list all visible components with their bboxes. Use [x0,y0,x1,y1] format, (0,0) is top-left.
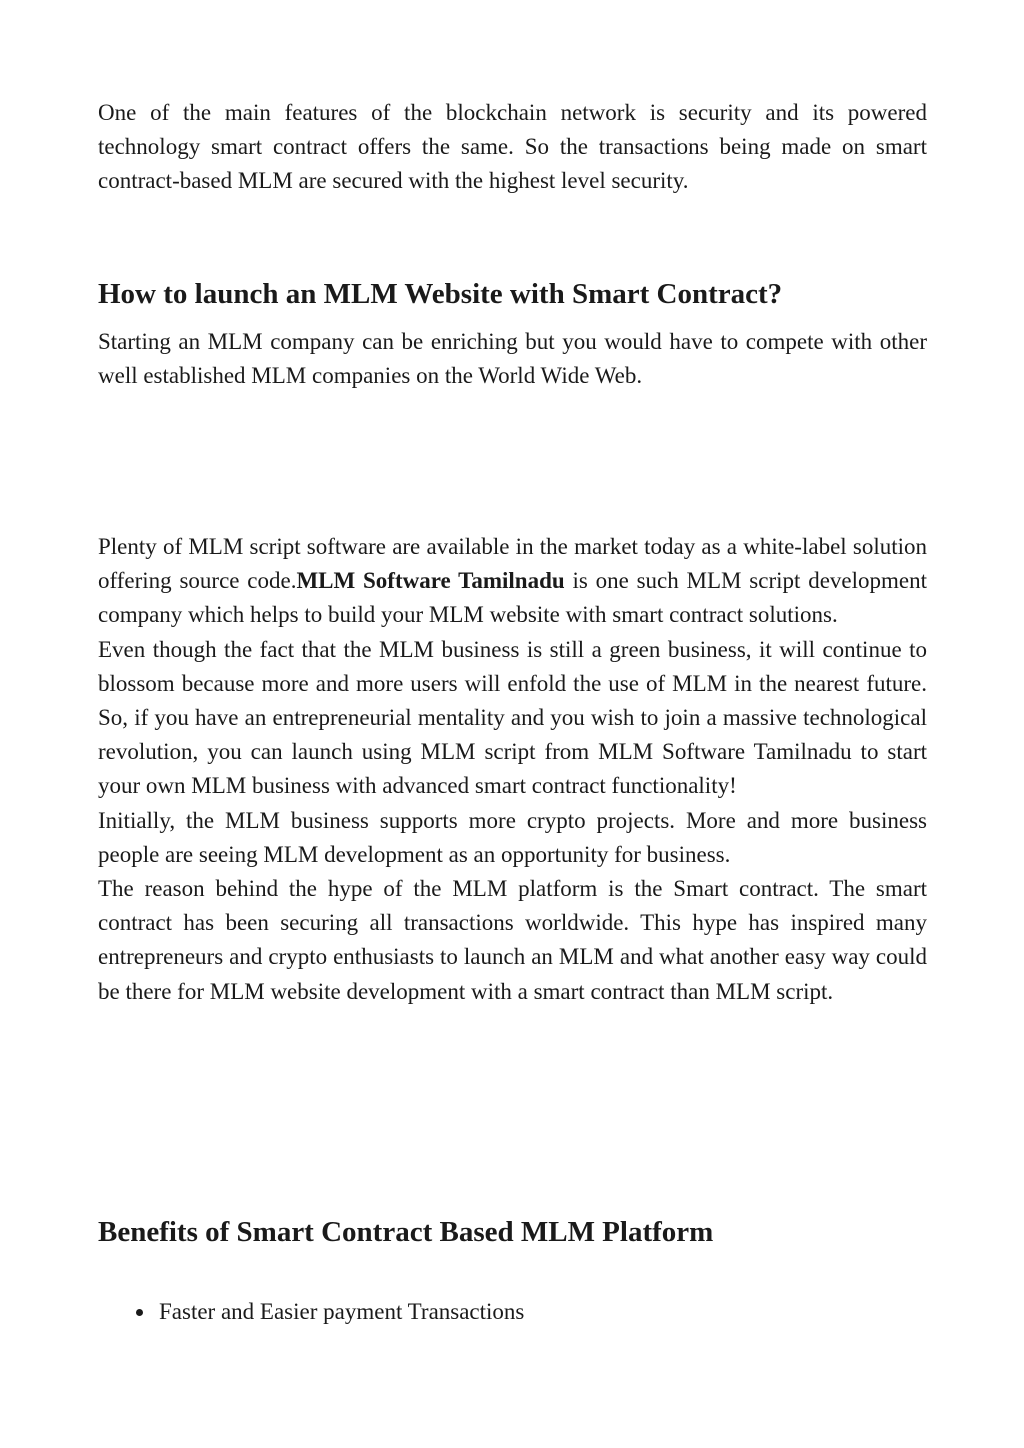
script-software-text: Plenty of MLM script software are available in the market today as a white-label solution offering source code. [98,534,927,594]
company-name-bold: MLM Software Tamilnadu [296,568,565,594]
script-paragraphs [98,530,927,1009]
script-software-paragraph [98,530,927,633]
hype-paragraph: The reason behind the hype of the MLM platform is the Smart contract. The smart contract has been securing all transactions worldwide. This hype has inspired many entrepreneurs and crypto enthusiasts to launch an MLM and what another easy way could be there for MLM website development with a smart contract than MLM script. [98,876,927,1004]
bullet-icon [136,1309,143,1316]
section-heading-launch: How to launch an MLM Website with Smart Contract? [98,278,783,310]
green-business-paragraph: Even though the fact that the MLM business is still a green business, it will continue to blossom because more and more users will enfold the use of MLM in the nearest future. So, if you have an entrepreneurial mentality and you wish to join a massive technological revolution, you can launch using MLM script from MLM Software Tamilnadu to start your own MLM business with advanced smart contract functionality! [98,636,927,799]
intro-paragraph: One of the main features of the blockchain network is security and its powered technology smart contract offers the same. So the transactions being made on smart contract-based MLM are secured with the highest level security. [98,100,927,194]
script-software-text-continued: is one such MLM script development company which helps to build your MLM website with smart contract solutions. [98,568,927,628]
list-item-text: Faster and Easier payment Transactions [159,1299,525,1324]
section-heading-benefits: Benefits of Smart Contract Based MLM Platform [98,1216,714,1248]
benefits-list [98,1295,524,1329]
launch-paragraph: Starting an MLM company can be enriching but you would have to compete with other well established MLM companies on the World Wide Web. [98,329,927,389]
list-item [98,1295,524,1329]
crypto-projects-paragraph: Initially, the MLM business supports more crypto projects. More and more business people are seeing MLM development as an opportunity for business. [98,807,927,867]
